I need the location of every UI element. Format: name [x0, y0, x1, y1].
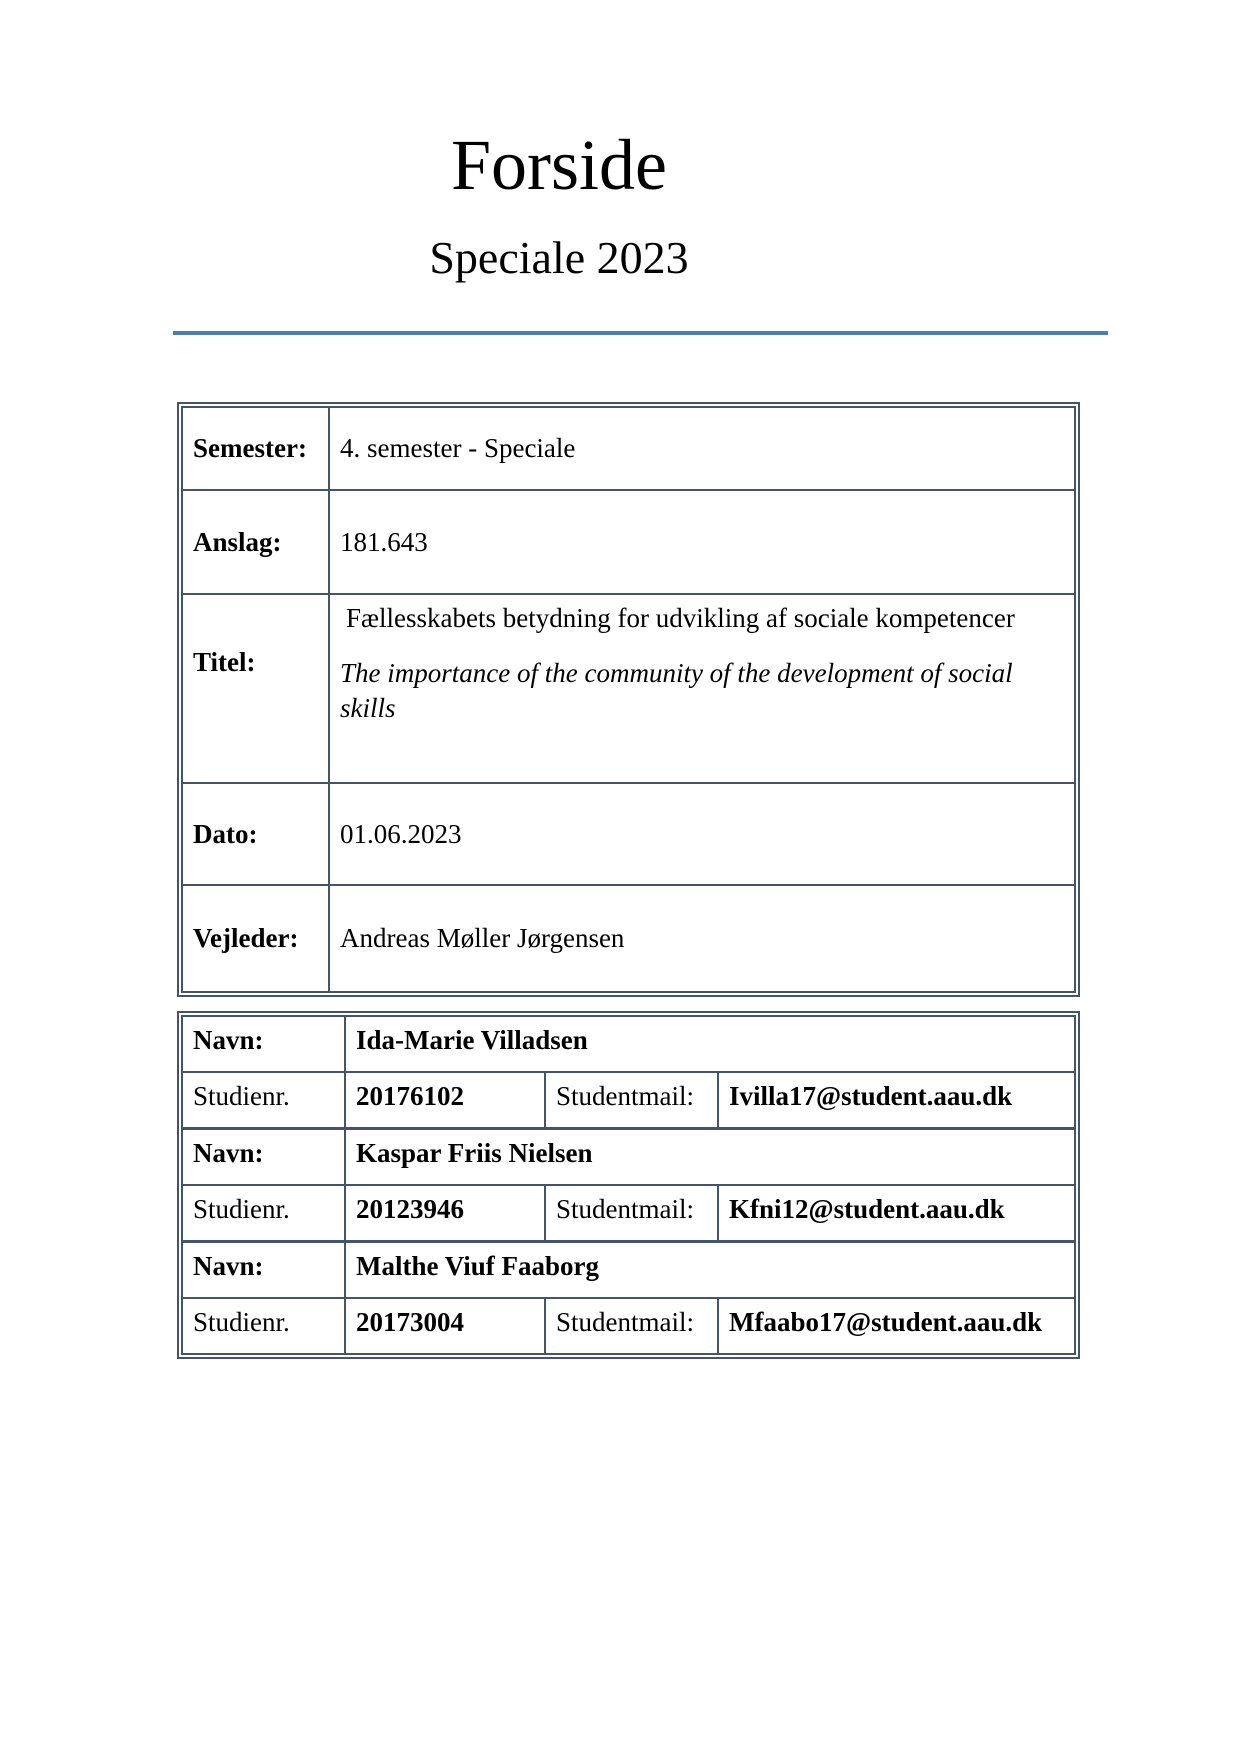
- titel-value: [329, 594, 1075, 783]
- student-name: Malthe Viuf Faaborg: [345, 1242, 1075, 1299]
- table-row: [182, 1016, 1075, 1072]
- titel-english: The importance of the community of the development of social skills: [340, 658, 1013, 724]
- students-table: [177, 1011, 1080, 1359]
- dato-label: Dato:: [182, 783, 329, 885]
- student-email: Mfaabo17@student.aau.dk: [718, 1298, 1075, 1354]
- semester-label: Semester:: [182, 407, 329, 490]
- table-row: [182, 1185, 1075, 1242]
- student-number: 20173004: [345, 1298, 545, 1354]
- table-row: [182, 407, 1075, 490]
- info-table: [177, 402, 1080, 997]
- name-label: Navn:: [182, 1016, 345, 1072]
- anslag-value: 181.643: [329, 490, 1075, 594]
- studentnr-label: Studienr.: [182, 1072, 345, 1129]
- students-table-grid: [181, 1015, 1076, 1355]
- name-label: Navn:: [182, 1242, 345, 1299]
- info-table-grid: [181, 406, 1076, 993]
- document-header: [173, 125, 945, 283]
- table-row: [182, 490, 1075, 594]
- page-title: Forside: [451, 125, 667, 205]
- studentnr-label: Studienr.: [182, 1298, 345, 1354]
- mail-label: Studentmail:: [545, 1298, 718, 1354]
- table-row: [182, 1242, 1075, 1299]
- vejleder-label: Vejleder:: [182, 885, 329, 992]
- table-row: [182, 783, 1075, 885]
- student-name: Ida-Marie Villadsen: [345, 1016, 1075, 1072]
- student-number: 20123946: [345, 1185, 545, 1242]
- anslag-label: Anslag:: [182, 490, 329, 594]
- student-name: Kaspar Friis Nielsen: [345, 1129, 1075, 1186]
- dato-value: 01.06.2023: [329, 783, 1075, 885]
- student-email: Kfni12@student.aau.dk: [718, 1185, 1075, 1242]
- page-subtitle: Speciale 2023: [429, 231, 689, 283]
- table-row: [182, 594, 1075, 783]
- table-row: [182, 885, 1075, 992]
- table-row: [182, 1072, 1075, 1129]
- name-label: Navn:: [182, 1129, 345, 1186]
- student-email: Ivilla17@student.aau.dk: [718, 1072, 1075, 1129]
- table-row: [182, 1129, 1075, 1186]
- titel-danish: Fællesskabets betydning for udvikling af sociale kompetencer: [346, 603, 1015, 633]
- table-row: [182, 1298, 1075, 1354]
- mail-label: Studentmail:: [545, 1185, 718, 1242]
- studentnr-label: Studienr.: [182, 1185, 345, 1242]
- mail-label: Studentmail:: [545, 1072, 718, 1129]
- titel-label: Titel:: [182, 594, 329, 783]
- vejleder-value: Andreas Møller Jørgensen: [329, 885, 1075, 992]
- semester-value: 4. semester - Speciale: [329, 407, 1075, 490]
- header-divider-rule: [173, 331, 1108, 335]
- student-number: 20176102: [345, 1072, 545, 1129]
